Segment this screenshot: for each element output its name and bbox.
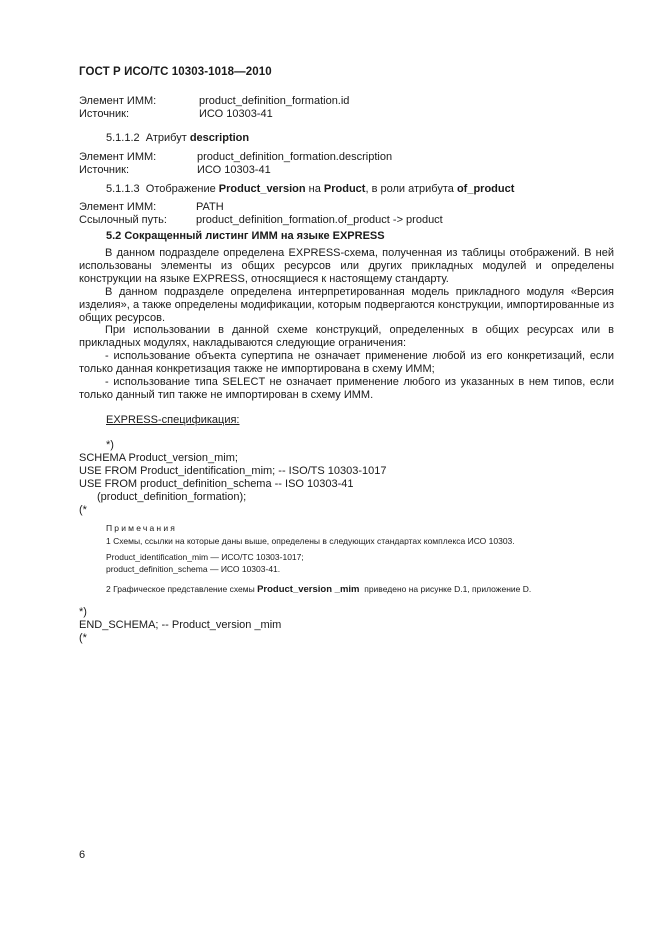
heading-text: Атрибут bbox=[145, 132, 187, 144]
document-header: ГОСТ Р ИСО/ТС 10303-1018—2010 bbox=[79, 66, 272, 78]
section-heading-52: 5.2 Сокращенный листинг ИММ на языке EXPRESS bbox=[106, 230, 385, 242]
heading-text: на bbox=[308, 183, 321, 195]
heading-bold: Product_version bbox=[218, 183, 306, 195]
field-value: product_definition_formation.of_product -> product bbox=[196, 214, 443, 226]
code-line: (* bbox=[79, 632, 87, 644]
heading-bold: of_product bbox=[456, 183, 515, 195]
field-value: ИСО 10303-41 bbox=[197, 164, 271, 176]
code-line: END_SCHEMA; -- Product_version _mim bbox=[79, 619, 282, 631]
paragraph: В данном подразделе определена интерпретированная модель прикладного модуля «Версия изделия», а также определены модификации, которым подвергаются конструкции, импортированные из общих ресурсов. bbox=[79, 286, 614, 324]
note-text: 2 Графическое представление схемы bbox=[106, 584, 255, 594]
paragraph: - использование объекта супертипа не означает применение любой из его конкретизаций, если только данная конкретизация также не импортирована в схему ИММ; bbox=[79, 350, 614, 375]
field-value: ИСО 10303-41 bbox=[199, 108, 273, 120]
field-label: Элемент ИММ: bbox=[79, 95, 157, 107]
code-line: USE FROM Product_identification_mim; -- ISO/TS 10303-1017 bbox=[79, 465, 387, 477]
section-heading-5113 bbox=[106, 183, 514, 196]
express-spec-label: EXPRESS-спецификация: bbox=[106, 414, 240, 426]
code-line: *) bbox=[79, 606, 87, 618]
field-label: Источник: bbox=[79, 164, 130, 176]
section-heading-5112 bbox=[106, 132, 249, 145]
code-line: USE FROM product_definition_schema -- ISO 10303-41 bbox=[79, 478, 354, 490]
section-number: 5.1.1.3 bbox=[106, 183, 140, 195]
page-number: 6 bbox=[79, 849, 86, 861]
note-1: 1 Схемы, ссылки на которые даны выше, определены в следующих стандартах комплекса ИСО 10303. bbox=[106, 536, 515, 546]
paragraph: При использовании в данной схеме конструкций, определенных в общих ресурсах или в прикладных модулях, накладываются следующие ограничения: bbox=[79, 324, 614, 349]
note-2 bbox=[106, 584, 531, 595]
field-value: product_definition_formation.id bbox=[199, 95, 350, 107]
notes-title: Примечания bbox=[106, 523, 178, 533]
heading-text: Отображение bbox=[145, 183, 216, 195]
field-label: Элемент ИММ: bbox=[79, 151, 157, 163]
note-ref: product_definition_schema — ИСО 10303-41. bbox=[106, 564, 281, 574]
code-line: SCHEMA Product_version_mim; bbox=[79, 452, 238, 464]
field-label: Элемент ИММ: bbox=[79, 201, 157, 213]
field-label: Ссылочный путь: bbox=[79, 214, 167, 226]
heading-bold: Product bbox=[323, 183, 366, 195]
heading-text: , в роли атрибута bbox=[365, 183, 454, 195]
paragraph: - использование типа SELECT не означает применение любого из указанных в нем типов, если только данный тип также не импортирован в схему ИММ. bbox=[79, 376, 614, 401]
field-label: Источник: bbox=[79, 108, 130, 120]
code-line: (* bbox=[79, 504, 87, 516]
field-value: product_definition_formation.description bbox=[197, 151, 393, 163]
note-text: приведено на рисунке D.1, приложение D. bbox=[364, 584, 532, 594]
field-value: PATH bbox=[196, 201, 224, 213]
note-bold: Product_version _mim bbox=[257, 584, 360, 595]
section-number: 5.1.1.2 bbox=[106, 132, 140, 144]
code-line: (product_definition_formation); bbox=[97, 491, 247, 503]
heading-bold: description bbox=[189, 132, 250, 144]
paragraph: В данном подразделе определена EXPRESS-схема, полученная из таблицы отображений. В ней использованы элементы из общих ресурсов или других прикладных модулей и определены конструкции на языке EXPRESS, относящиеся к настоящему стандарту. bbox=[79, 247, 614, 285]
code-line: *) bbox=[106, 439, 114, 451]
note-ref: Product_identification_mim — ИСО/ТС 10303-1017; bbox=[106, 552, 304, 562]
